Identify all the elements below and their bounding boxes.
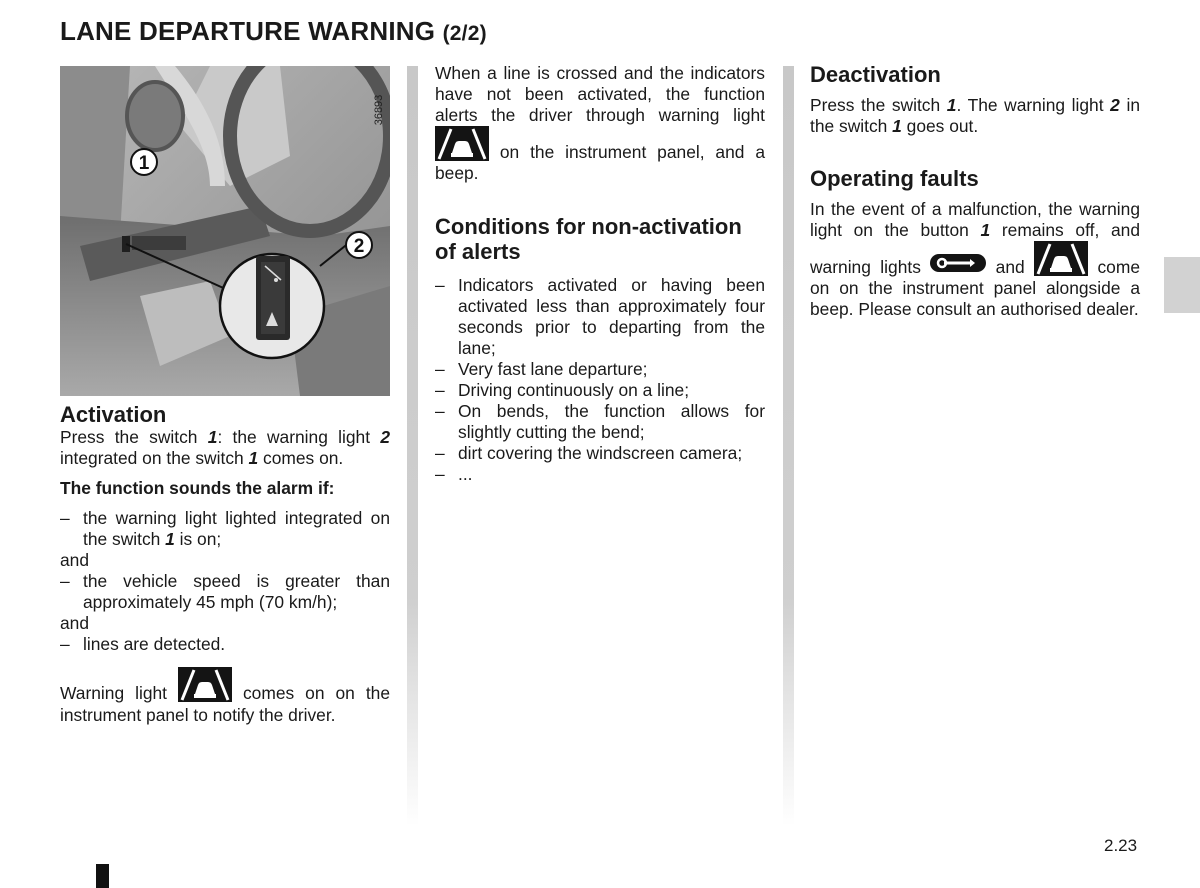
page-number: 2.23: [1104, 836, 1138, 855]
warning-light-note: [60, 667, 390, 726]
non-activation-heading: Conditions for non-activation of alerts: [435, 214, 742, 264]
switch-ref: 1: [165, 529, 175, 549]
switch-ref: 1: [207, 427, 218, 447]
activation-heading: Activation: [60, 402, 167, 427]
dashboard-illustration: [60, 66, 390, 396]
text: comes on.: [258, 448, 344, 468]
callout-2: 2: [353, 236, 365, 257]
crossing-alert-text: [435, 63, 765, 184]
corner-crop-mark: [96, 864, 109, 888]
list-item: – ...: [435, 464, 765, 485]
text: Press the switch: [60, 427, 208, 447]
text: When a line is crossed and the indicators have not been activated, the function alerts the driver through warning light: [435, 63, 765, 125]
light-ref: 2: [1110, 95, 1120, 115]
text: comes on on the instrument panel to notify the driver.: [60, 683, 390, 725]
list-item: – Very fast lane departure;: [435, 359, 765, 380]
text: in the switch: [810, 95, 1140, 136]
alarm-condition-list: [60, 508, 390, 550]
text: : the warning light: [217, 427, 381, 447]
text: remains off, and warning lights: [810, 220, 1140, 277]
list-item: [60, 508, 390, 550]
switch-ref: 1: [892, 116, 902, 136]
list-item: – On bends, the function allows for slightly cutting the bend;: [435, 401, 765, 443]
switch-ref: 1: [980, 220, 991, 240]
text: In the event of a malfunction, the warning light on the button: [810, 199, 1140, 240]
lane-departure-icon: [178, 667, 232, 702]
list-item: – dirt covering the windscreen camera;: [435, 443, 765, 464]
dashboard-switch-photo: [60, 66, 390, 396]
text: come on on the instrument panel alongside a beep. Please consult an authorised dealer.: [810, 257, 1140, 319]
page-title: [60, 16, 487, 47]
chapter-tab: [1164, 257, 1200, 313]
text: on the instrument panel, and a beep.: [435, 142, 765, 183]
figure-ref-number: 36893: [373, 94, 385, 126]
list-item: – the vehicle speed is greater than approximately 45 mph (70 km/h);: [60, 571, 390, 613]
and-connector: and: [60, 613, 90, 633]
text: Press the switch: [810, 95, 947, 115]
non-activation-list: [435, 275, 765, 485]
text: Warning light: [60, 683, 178, 703]
text: . The warning light: [956, 95, 1111, 115]
middle-column: [435, 63, 765, 485]
switch-ref: 1: [946, 95, 957, 115]
activation-intro: [60, 427, 390, 469]
text: and: [986, 257, 1035, 277]
deactivation-text: [810, 95, 1140, 137]
text: is on;: [174, 529, 222, 549]
list-item: – lines are detected.: [60, 634, 390, 655]
activation-section: [60, 402, 390, 726]
wrench-service-icon: [930, 254, 986, 272]
light-ref: 2: [380, 427, 390, 447]
page-title-suffix: (2/2): [442, 22, 487, 45]
alarm-heading: The function sounds the alarm if:: [60, 478, 335, 498]
page-title-main: LANE DEPARTURE WARNING: [60, 16, 436, 46]
lane-departure-icon: [435, 126, 489, 161]
lane-departure-icon: [1034, 241, 1088, 276]
text: the warning light lighted integrated on the switch: [83, 508, 390, 549]
operating-faults-text: [810, 199, 1140, 320]
list-item: – Indicators activated or having been activated less than approximately four seconds prior to departing from the lane;: [435, 275, 765, 359]
alarm-condition-list: [60, 571, 390, 613]
column-rule-left: [407, 66, 418, 826]
callout-1: 1: [138, 153, 150, 174]
right-column: [810, 62, 1140, 320]
deactivation-heading: Deactivation: [810, 62, 941, 87]
operating-faults-heading: Operating faults: [810, 166, 979, 191]
alarm-condition-list: [60, 634, 390, 655]
switch-ref: 1: [248, 448, 259, 468]
text: integrated on the switch: [60, 448, 249, 468]
column-rule-right: [783, 66, 794, 826]
text: goes out.: [901, 116, 979, 136]
and-connector: and: [60, 550, 90, 570]
list-item: – Driving continuously on a line;: [435, 380, 765, 401]
